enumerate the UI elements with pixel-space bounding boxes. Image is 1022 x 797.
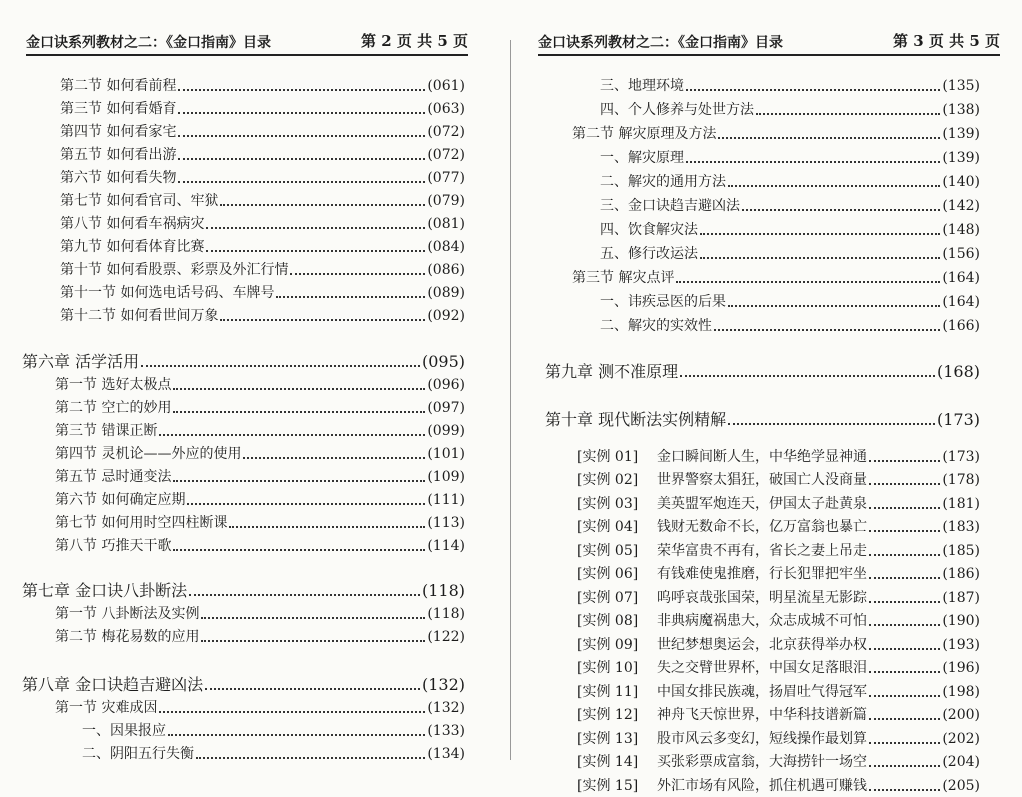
example-tag: [实例 04] — [577, 519, 639, 535]
example-title: 世界警察太猖狂，破国亡人没商量 — [657, 472, 867, 488]
dot-leader — [220, 204, 425, 206]
toc-entry-label: 第六节 如何看失物 — [60, 170, 177, 186]
dot-leader — [173, 388, 425, 390]
dot-leader — [201, 640, 425, 642]
toc-entry-label: 第十章 现代断法实例精解 — [545, 410, 727, 429]
toc-entry-page: (114) — [427, 538, 465, 554]
dot-leader — [686, 89, 940, 91]
example-page: (198) — [942, 684, 980, 700]
toc-entry — [600, 315, 980, 337]
toc-entry-label: 五、修行改运法 — [600, 246, 698, 262]
toc-entry-page: (084) — [427, 239, 465, 255]
dot-leader — [869, 577, 940, 579]
example-tag: [实例 12] — [577, 707, 639, 723]
example-tag: [实例 09] — [577, 637, 639, 653]
toc-entry-page: (140) — [942, 174, 980, 190]
dot-leader — [159, 711, 425, 713]
dot-leader — [869, 765, 940, 767]
example-tag: [实例 03] — [577, 496, 639, 512]
toc-entry-page: (164) — [942, 270, 980, 286]
example-page: (205) — [942, 778, 980, 794]
toc-entry-label: 第二节 梅花易数的应用 — [55, 629, 200, 645]
dot-leader — [243, 457, 425, 459]
toc-entry — [60, 144, 465, 166]
example-title: 神舟飞天惊世界，中华科技谱新篇 — [657, 707, 867, 723]
example-title: 世纪梦想奥运会，北京获得举办权 — [657, 637, 867, 653]
toc-entry-page: (086) — [427, 262, 465, 278]
toc-entry-label: 第一节 选好太极点 — [55, 377, 172, 393]
toc-entry — [600, 243, 980, 265]
dot-leader — [742, 209, 940, 211]
example-tag: [实例 14] — [577, 754, 639, 770]
example-page: (185) — [942, 543, 980, 559]
example-tag: [实例 10] — [577, 660, 639, 676]
right-page — [520, 0, 1022, 794]
toc-entry-page: (079) — [427, 193, 465, 209]
toc-entry-label: 第七章 金口诀八卦断法 — [22, 581, 188, 600]
toc-entry-page: (111) — [427, 492, 465, 508]
example-title: 钱财无数命不长，亿万富翁也暴亡 — [657, 519, 867, 535]
toc-entry-label: 第三节 错课正断 — [55, 423, 158, 439]
dot-leader — [869, 483, 940, 485]
toc-entry — [60, 75, 465, 97]
dot-leader — [869, 601, 940, 603]
dot-leader — [869, 742, 940, 744]
example-title: 非典病魔祸患大，众志成城不可怕 — [657, 613, 867, 629]
example-tag: [实例 06] — [577, 566, 639, 582]
example-title: 金口瞬间断人生，中华绝学显神通 — [657, 449, 867, 465]
toc-entry-label: 一、讳疾忌医的后果 — [600, 294, 726, 310]
toc-entry-label: 四、个人修养与处世方法 — [600, 102, 754, 118]
toc-entry-page: (092) — [427, 308, 465, 324]
dot-leader — [869, 507, 940, 509]
toc-entry-label: 第八节 如何看车祸病灾 — [60, 216, 205, 232]
toc-entry — [55, 603, 465, 625]
toc-entry-page: (061) — [427, 78, 465, 94]
toc-entry-label: 二、解灾的实效性 — [600, 318, 712, 334]
toc-entry-page: (122) — [427, 629, 465, 645]
left-page — [0, 0, 505, 786]
example-tag: [实例 15] — [577, 778, 639, 794]
example-tag: [实例 01] — [577, 449, 639, 465]
example-title: 有钱难使鬼推磨，行长犯罪把牢坐 — [657, 566, 867, 582]
example-title: 中国女排民族魂，扬眉吐气得冠军 — [657, 684, 867, 700]
toc-entry-label: 一、因果报应 — [82, 723, 166, 739]
toc-entry — [55, 535, 465, 557]
example-page: (173) — [942, 449, 980, 465]
toc-entry-page: (077) — [427, 170, 465, 186]
toc-entry — [600, 147, 980, 169]
example-entry — [577, 728, 980, 750]
example-entry — [577, 516, 980, 538]
dot-leader — [718, 137, 940, 139]
toc-entry-label: 第六章 活学活用 — [22, 352, 140, 371]
toc-entry-label: 第五节 忌时通变法 — [55, 469, 172, 485]
toc-entry-label: 二、阴阳五行失衡 — [82, 746, 194, 762]
dot-leader — [869, 718, 940, 720]
dot-leader — [196, 757, 425, 759]
toc-entry-page: (072) — [427, 147, 465, 163]
example-title: 失之交臂世界杯，中国女足落眼泪 — [657, 660, 867, 676]
example-entry — [577, 610, 980, 632]
dot-leader — [159, 434, 425, 436]
dot-leader — [178, 112, 425, 114]
right-header-title: 金口诀系列教材之二：《金口指南》目录 — [538, 35, 783, 51]
toc-entry-page: (164) — [942, 294, 980, 310]
toc-entry-label: 第一节 灾难成因 — [55, 700, 158, 716]
toc-entry — [600, 171, 980, 193]
dot-leader — [686, 161, 940, 163]
toc-entry — [600, 219, 980, 241]
toc-entry-label: 第八节 巧推天干歌 — [55, 538, 172, 554]
dot-leader — [869, 671, 940, 673]
dot-leader — [869, 554, 940, 556]
toc-entry-page: (156) — [942, 246, 980, 262]
toc-entry-page: (095) — [421, 352, 465, 371]
example-title: 外汇市场有风险，抓住机遇可赚钱 — [657, 778, 867, 794]
toc-entry — [600, 291, 980, 313]
toc-entry — [60, 305, 465, 327]
dot-leader — [869, 624, 940, 626]
dot-leader — [700, 257, 940, 259]
toc-entry-page: (132) — [427, 700, 465, 716]
toc-entry — [55, 420, 465, 442]
dot-leader — [178, 158, 425, 160]
example-page: (187) — [942, 590, 980, 606]
toc-entry-label: 第一节 八卦断法及实例 — [55, 606, 200, 622]
dot-leader — [680, 375, 935, 377]
toc-entry-page: (063) — [427, 101, 465, 117]
dot-leader — [869, 789, 940, 791]
example-title: 买张彩票成富翁，大海捞针一场空 — [657, 754, 867, 770]
toc-entry-page: (118) — [421, 581, 465, 600]
example-entry — [577, 657, 980, 679]
toc-entry-label: 三、金口诀趋吉避凶法 — [600, 198, 740, 214]
example-title: 美英盟军炮连天，伊国太子赴黄泉 — [657, 496, 867, 512]
toc-entry-page: (134) — [427, 746, 465, 762]
toc-entry — [572, 123, 980, 145]
dot-leader — [869, 530, 940, 532]
dot-leader — [189, 594, 420, 596]
dot-leader — [168, 734, 425, 736]
dot-leader — [700, 233, 940, 235]
example-entry — [577, 775, 980, 797]
toc-entry-page: (139) — [942, 126, 980, 142]
right-header-page-number: 第 3 页 共 5 页 — [893, 32, 1000, 50]
toc-entry — [55, 466, 465, 488]
example-entry — [577, 540, 980, 562]
toc-entry — [572, 267, 980, 289]
example-entry — [577, 681, 980, 703]
toc-entry — [600, 99, 980, 121]
toc-entry — [55, 626, 465, 648]
toc-entry-page: (072) — [427, 124, 465, 140]
example-title: 呜呼哀哉张国荣，明星流星无影踪 — [657, 590, 867, 606]
dot-leader — [205, 688, 420, 690]
toc-entry-label: 第四节 如何看家宅 — [60, 124, 177, 140]
dot-leader — [178, 135, 425, 137]
example-page: (186) — [942, 566, 980, 582]
dot-leader — [676, 281, 940, 283]
example-page: (181) — [942, 496, 980, 512]
example-entry — [577, 446, 980, 468]
dot-leader — [290, 273, 425, 275]
toc-entry — [60, 121, 465, 143]
toc-entry-label: 第八章 金口诀趋吉避凶法 — [22, 675, 204, 694]
toc-entry — [60, 167, 465, 189]
dot-leader — [728, 185, 940, 187]
dot-leader — [728, 305, 940, 307]
toc-entry-label: 第二节 如何看前程 — [60, 78, 177, 94]
toc-entry — [60, 236, 465, 258]
toc-entry-label: 一、解灾原理 — [600, 150, 684, 166]
toc-entry-label: 四、饮食解灾法 — [600, 222, 698, 238]
dot-leader — [173, 480, 425, 482]
example-tag: [实例 08] — [577, 613, 639, 629]
dot-leader — [201, 617, 425, 619]
dot-leader — [869, 648, 940, 650]
dot-leader — [178, 89, 425, 91]
toc-entry — [600, 75, 980, 97]
toc-entry-label: 第二节 空亡的妙用 — [55, 400, 172, 416]
toc-entry-label: 第十节 如何看股票、彩票及外汇行情 — [60, 262, 289, 278]
dot-leader — [276, 296, 425, 298]
toc-entry-page: (089) — [427, 285, 465, 301]
toc-entry-label: 第七节 如何用时空四柱断课 — [55, 515, 228, 531]
toc-entry-page: (097) — [427, 400, 465, 416]
example-entry — [577, 493, 980, 515]
left-page-header — [26, 28, 468, 56]
toc-entry — [55, 697, 465, 719]
toc-entry-page: (132) — [421, 675, 465, 694]
dot-leader — [728, 423, 935, 425]
example-page: (190) — [942, 613, 980, 629]
toc-entry — [60, 98, 465, 120]
example-page: (204) — [942, 754, 980, 770]
example-tag: [实例 02] — [577, 472, 639, 488]
toc-entry-label: 第十一节 如何选电话号码、车牌号 — [60, 285, 275, 301]
toc-entry — [82, 743, 465, 765]
toc-entry — [82, 720, 465, 742]
toc-entry-page: (118) — [427, 606, 465, 622]
toc-entry-page: (113) — [427, 515, 465, 531]
example-entry — [577, 751, 980, 773]
toc-entry — [55, 489, 465, 511]
example-entry — [577, 469, 980, 491]
toc-entry — [60, 282, 465, 304]
toc-entry — [60, 190, 465, 212]
toc-entry-page: (101) — [427, 446, 465, 462]
toc-entry-label: 第七节 如何看官司、牢狱 — [60, 193, 219, 209]
toc-entry-page: (139) — [942, 150, 980, 166]
dot-leader — [220, 319, 425, 321]
toc-entry-label: 第三节 如何看婚育 — [60, 101, 177, 117]
toc-entry-page: (138) — [942, 102, 980, 118]
toc-entry-page: (135) — [942, 78, 980, 94]
page-divider — [510, 40, 511, 760]
dot-leader — [178, 181, 425, 183]
toc-entry — [55, 397, 465, 419]
chapter-entry — [22, 351, 465, 373]
toc-entry-label: 三、地理环境 — [600, 78, 684, 94]
example-page: (196) — [942, 660, 980, 676]
toc-entry-label: 第九章 测不准原理 — [545, 362, 679, 381]
toc-entry-label: 第六节 如何确定应期 — [55, 492, 186, 508]
left-header-title: 金口诀系列教材之二：《金口指南》目录 — [26, 35, 271, 51]
example-tag: [实例 11] — [577, 684, 639, 700]
dot-leader — [187, 503, 425, 505]
toc-entry — [60, 213, 465, 235]
toc-entry-page: (096) — [427, 377, 465, 393]
example-entry — [577, 587, 980, 609]
dot-leader — [173, 549, 425, 551]
toc-entry-label: 第四节 灵机论——外应的使用 — [55, 446, 242, 462]
chapter-entry — [545, 361, 980, 383]
toc-entry-page: (148) — [942, 222, 980, 238]
dot-leader — [206, 250, 425, 252]
toc-entry-page: (173) — [936, 410, 980, 429]
toc-entry-label: 第二节 解灾原理及方法 — [572, 126, 717, 142]
toc-entry-page: (109) — [427, 469, 465, 485]
toc-entry-page: (142) — [942, 198, 980, 214]
dot-leader — [869, 460, 940, 462]
right-page-header — [538, 28, 1000, 56]
toc-entry-label: 第五节 如何看出游 — [60, 147, 177, 163]
dot-leader — [173, 411, 425, 413]
toc-entry — [55, 512, 465, 534]
example-tag: [实例 13] — [577, 731, 639, 747]
chapter-entry — [545, 409, 980, 431]
toc-entry-page: (133) — [427, 723, 465, 739]
dot-leader — [141, 365, 420, 367]
dot-leader — [229, 526, 425, 528]
example-entry — [577, 634, 980, 656]
dot-leader — [756, 113, 940, 115]
toc-entry — [600, 195, 980, 217]
chapter-entry — [22, 580, 465, 602]
dot-leader — [206, 227, 425, 229]
example-title: 股市风云多变幻，短线操作最划算 — [657, 731, 867, 747]
toc-entry-label: 二、解灾的通用方法 — [600, 174, 726, 190]
example-title: 荣华富贵不再有，省长之妻上吊走 — [657, 543, 867, 559]
example-tag: [实例 05] — [577, 543, 639, 559]
example-entry — [577, 563, 980, 585]
example-page: (183) — [942, 519, 980, 535]
toc-entry-page: (081) — [427, 216, 465, 232]
left-header-page-number: 第 2 页 共 5 页 — [361, 32, 468, 50]
toc-entry-page: (166) — [942, 318, 980, 334]
toc-entry-page: (168) — [936, 362, 980, 381]
toc-entry-page: (099) — [427, 423, 465, 439]
dot-leader — [869, 695, 940, 697]
dot-leader — [714, 329, 940, 331]
toc-entry — [55, 374, 465, 396]
example-page: (202) — [942, 731, 980, 747]
chapter-entry — [22, 674, 465, 696]
example-page: (178) — [942, 472, 980, 488]
example-page: (193) — [942, 637, 980, 653]
example-page: (200) — [942, 707, 980, 723]
toc-entry-label: 第三节 解灾点评 — [572, 270, 675, 286]
toc-entry — [60, 259, 465, 281]
toc-entry-label: 第九节 如何看体育比赛 — [60, 239, 205, 255]
toc-entry-label: 第十二节 如何看世间万象 — [60, 308, 219, 324]
toc-entry — [55, 443, 465, 465]
example-tag: [实例 07] — [577, 590, 639, 606]
example-entry — [577, 704, 980, 726]
